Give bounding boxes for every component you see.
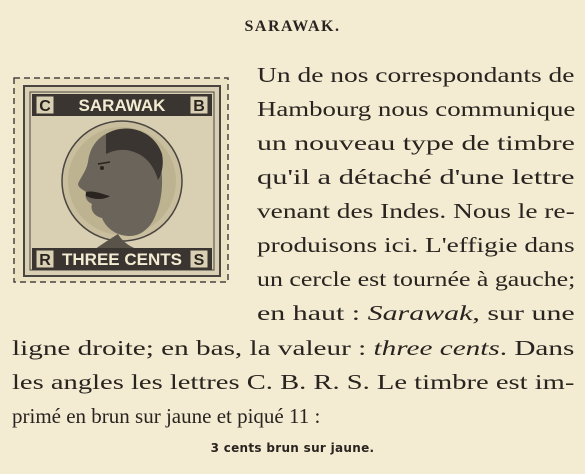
paragraph-line: un cercle est tournée à gauche; [257, 267, 576, 291]
paragraph-line: produisons ici. L'effigie dans [257, 233, 575, 257]
paragraph-line: Un de nos correspondants de [257, 63, 575, 87]
paragraph-line [12, 335, 574, 361]
paragraph-line: un nouveau type de timbre [257, 131, 575, 155]
stamp-caption: 3 cents brun sur jaune. [210, 441, 375, 455]
stamp-top-label: SARAWAK [78, 96, 166, 115]
line-text: , sur une [472, 301, 575, 325]
paragraph-line: les angles les lettres C. B. R. S. Le timbre est im- [12, 370, 575, 394]
stamp-corner-letter-tl: C [39, 98, 51, 115]
stamp-bottom-label: THREE CENTS [62, 250, 182, 269]
page-title: SARAWAK. [244, 18, 341, 35]
line-text: ligne droite; en bas, la valeur : [12, 336, 374, 360]
portrait-eye [100, 166, 104, 170]
paragraph-line: Hambourg nous communique [257, 97, 576, 121]
stamp-corner-letter-tr: B [193, 98, 205, 115]
paragraph-line: qu'il a détaché d'une lettre [257, 165, 575, 189]
paragraph-line: venant des Indes. Nous le re- [257, 199, 575, 223]
stamp-corner-letter-bl: R [39, 252, 51, 269]
italic-sarawak: Sarawak [367, 301, 473, 325]
stamp-corner-letter-br: S [193, 252, 205, 269]
paragraph-line [257, 300, 575, 326]
italic-value: three cents [373, 336, 500, 360]
stamp-illustration [6, 68, 238, 294]
line-text: en haut : [257, 301, 368, 325]
paragraph-line: primé en brun sur jaune et piqué 11 : [12, 404, 321, 428]
line-text: . Dans [499, 336, 575, 360]
